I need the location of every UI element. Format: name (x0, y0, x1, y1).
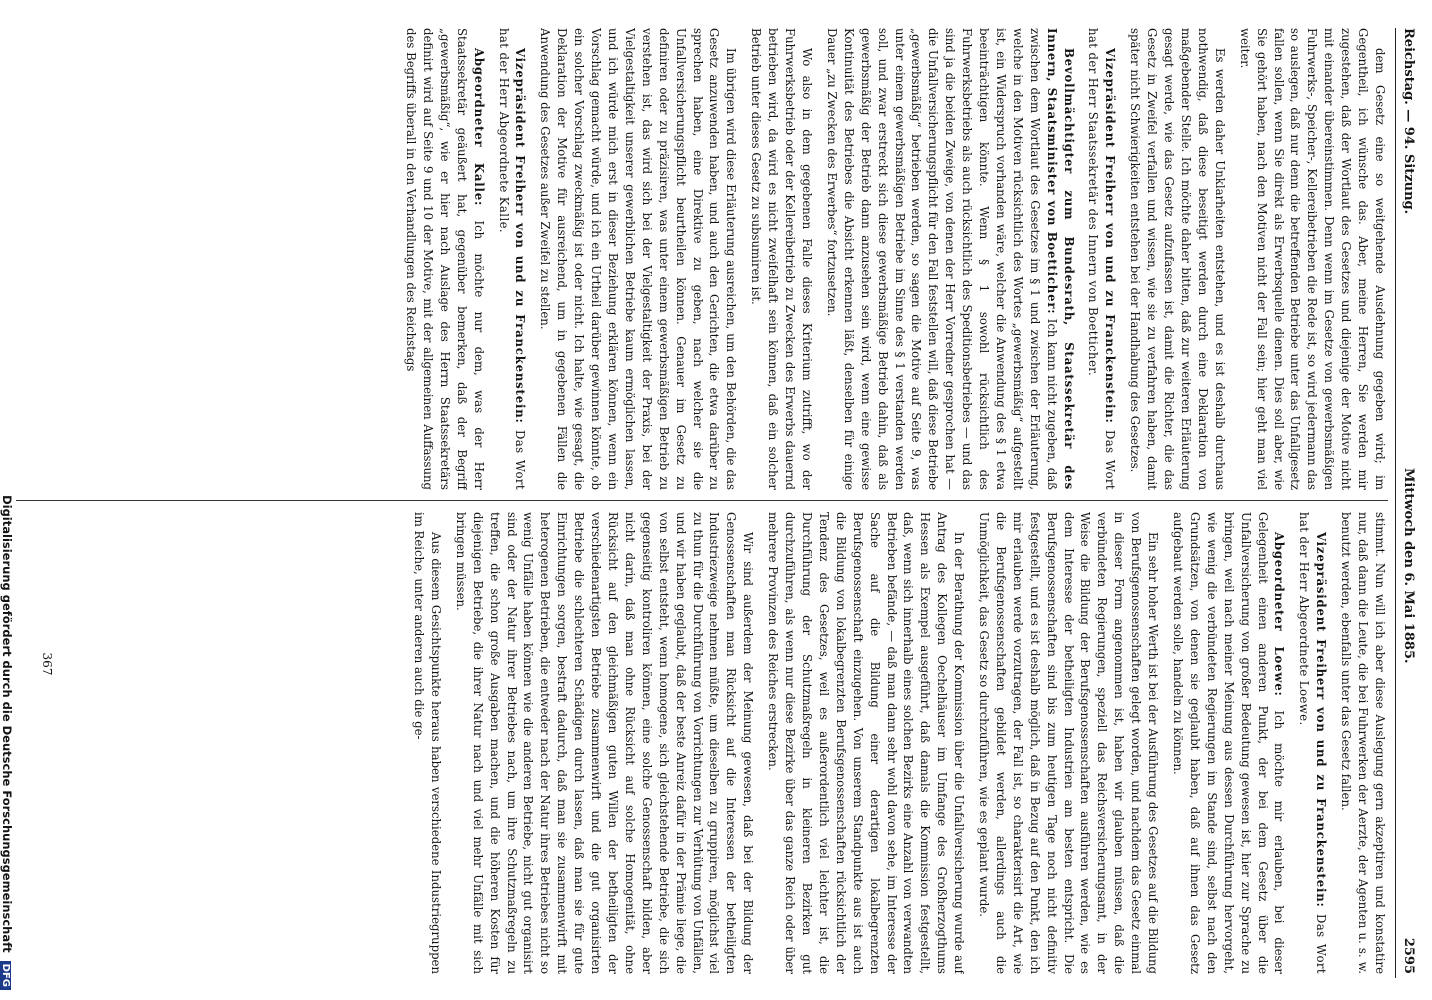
paragraph (452, 512, 756, 974)
paragraph (1337, 512, 1388, 974)
paragraph (537, 28, 740, 490)
speaker-name: Vizepräsident Freiherr von und zu Franckenstein: (1314, 532, 1329, 908)
credit-text: Digitalisierung gefördert durch die Deutsche Forschungsgemeinschaft (0, 495, 14, 953)
paragraph (747, 28, 815, 490)
paragraph (975, 512, 1161, 974)
digitization-credit (1, 130, 14, 990)
running-head (1392, 28, 1428, 978)
paragraph-text: Wir sind außerdem der Meinung gewesen, daß bei der Bildung der Genossenschaften man Rücksicht auf die Interessen der betheiligten Industriezweige nehmen müßte, um dieselben zu gruppiren, möglichst viel zu thun für die Durchführung von Vorrichtungen zur Verhütung von Unfällen, und wir haben geglaubt, daß der beste Anreiz dafür in der Prämie liege, die von selbst entsteht, wenn homogene, sich gleichstehende Betriebe, die sich gegenseitig kontroliren können, eine solche Genossenschaft bilden, aber nicht darin, daß man ohne Rücksicht auf solche Homogenität, ohne Rücksicht auf den gleichmäßigen guten Willen der betheiligten der verschiedenartigsten Betriebe zusammenwirft und die gut organisirten Betriebe die schlechteren Schädigen durch lassen, daß man sie für gute Einrichtungen sorgen, bestraft dadurch, daß man sie zusammenwirft mit heterogenen Betrieben, die entweder nach der Natur ihres Betriebes nicht so wenig Unfälle haben können wie die anderen Betriebe, nicht gut organisirt sind oder der Natur ihrer Betriebes nach, um ihre Schutzmaßregeln zu treffen, die schon große Ausgaben machen, und die höheren Kosten für diejenigen Betriebe, die ihrer Natur nach und viel mehr Unfälle mit sich bringen müssen. (453, 512, 756, 974)
paragraph-text: Ich möchte mir erlauben, bei dieser Gelegenheit einen anderen Punkt, der bei dem Gesetz über die Unfallversicherung von großer Bedeutung gewesen ist, hier zur Sprache zu bringen, weil nach meiner Meinung aus dessen Durchführung hervorgeht, wie wenig die verbündeten Regierungen im Stande sind, selbst nach den Grundsätzen, von denen sie geglaubt haben, daß auf ihnen das Gesetz aufgebaut werden solle, handeln zu können. (1171, 512, 1287, 974)
header-session: Reichstag. — 94. Sitzung. (1401, 28, 1416, 215)
speech-paragraph (1169, 512, 1287, 974)
paragraph-text: Es werden daher Unklarheiten entstehen, und es ist deshalb durchaus nothwendig, daß diese beseitigt werden durch eine Deklaration von maßgebender Stelle. Ich möchte daher bitten, daß zur weiteren Erläuterung gesagt werde, wie das Gesetz aufzufassen ist, damit die Richter, die das Gesetz in Zweifel verfallen und wissen, wie sie zu verfahren haben, damit später nicht Schwierigkeiten entstehen bei der Handhabung des Gesetzes. (1128, 28, 1227, 490)
paragraph-text: In der Berathung der Kommission über die Unfallversicherung wurde auf Antrag des Kollegen Oechelhäuser im Umfange des Großherzogthums Hessen als Exempel ausgeführt, daß damals die Kommission festgestellt, daß, wenn sich innerhalb eines solchen Bezirks eine Anzahl von verwandten Betrieben befände, — daß man dann sehr wohl davon sehe, im Interesse der Sache auf die Bildung einer derartigen lokalbegrenzten Berufsgenossenschaft einzugehen. Von unserem Standpunkte aus ist auch die Bildung von lokalbegrenzten Berufsgenossenschaften rücksichtlich der Tendenz des Gesetzes, weil es außerordentlich viel leichter ist, die Durchführung der Schutzmaßregeln in kleineren Bezirken gut durchzuführen, als wenn nur diese Bezirke über das ganze Reich oder über mehrere Provinzen des Reiches erstrecken. (766, 512, 967, 974)
paragraph (1236, 28, 1388, 490)
paragraph-text: Das Wort hat der Herr Abgeordnete Kalle. (496, 28, 528, 490)
dfg-logo: DFG (0, 961, 11, 990)
speaker-name: Bevollmächtigter zum Bundesrath, Staatssekretär des Innern, Staatsminister von Boetticher: (1044, 28, 1076, 490)
speech-paragraph (823, 28, 1077, 490)
header-page-number: 2595 (1401, 937, 1416, 974)
paragraph (764, 512, 967, 974)
header-date: Mittwoch den 6. Mai 1885. (1401, 468, 1416, 664)
paragraph-text: Das Wort hat der Herr Staatssekretär des Innern von Boetticher. (1086, 28, 1118, 490)
speaker-name: Abgeordneter Kalle: (471, 48, 486, 207)
paragraph (1126, 28, 1227, 490)
header-rule (1395, 28, 1396, 978)
paragraph (410, 512, 444, 974)
paragraph-text: Ich kann nicht zugeben, daß zwischen dem Wortlaut des Gesetzes im § 1 und zwischen der Erläuterung, welche in den Motiven rücksichtlich des Wortes „gewerbsmäßig“ aufgestellt ist, ein Widerspruch vorhanden wäre, welcher die Anwendung des § 1 etwa beeinträchtigen könnte. Wenn § 1 sowohl rücksichtlich des Fuhrwerksbetriebs als auch rücksichtlich des Speditionsbetriebes — und das sind ja die beiden Zweige, von denen der Herr Vorredner gesprochen hat — die Unfallversicherungspflicht für den Fall feststellen will, daß diese Betriebe „gewerbsmäßig“ betrieben werden, so sagen die Motive auf Seite 9, was unter einem gewerbsmäßigen Betriebe im Sinne des § 1 verstanden werden soll, und zwar erstreckt sich diese gewerbsmäßige Betrieb dahin, daß als gewerbsmäßig der Betrieb dann anzusehen sein wird, wenn eine gewisse Kontinuität des Betriebes die Absicht erkennen läßt, denselben für einige Dauer „zu Zwecken des Erwerbes“ fortzusetzen. (824, 28, 1059, 490)
speaker-name: Abgeordneter Loewe: (1272, 532, 1287, 697)
speech-paragraph (402, 28, 487, 490)
paragraph-text: stimmt. Nun will ich aber diese Auslegung gern akzeptiren und konstatire nur, daß dann die Leute, die bei Fuhrwerken der Aerzte, der Agenten u. s. w. benutzt werden, ebenfalls unter das Gesetz fallen. (1339, 512, 1387, 974)
text-column-left (20, 28, 1388, 490)
paragraph-text: dem Gesetz eine so weitgehende Ausdehnung gegeben wird; im Gegentheil, ich wünsche das. Aber, meine Herren, Sie werden mir zugestehen, daß der Wortlaut des Gesetzes und diejenige der Motive nicht mit einander übereinstimmen. Denn wenn im Gesetze von gewerbsmäßigen Fuhrwerks-, Speicher-, Kellereibetrieben die Rede ist, so wird jedermann das so auslegen, daß nur denn die betreffenden Betriebe unter das Unfallgesetz fallen sollen, wenn Sie direkt als Erwerbsquelle dienen. Dies soll aber, wie Sie gehört haben, nach den Motiven nicht der Fall sein; hier geht man viel weiter. (1237, 28, 1387, 490)
speech-paragraph (1085, 28, 1119, 490)
column-divider (16, 500, 1388, 501)
paragraph-text: Aus diesem Gesichtspunkte heraus haben verschiedene Industriegruppen im Reiche, unter anderen auch die ge- (412, 512, 443, 974)
paragraph-text: Ein sehr hoher Werth ist bei der Ausführung des Gesetzes auf die Bildung von Berufsgenossenschaften gelegt worden, und nachdem das Gesetz einmal in dieser Form angenommen ist, haben wir glauben müssen, daß die verbündeten Regierungen, speziell das Reichsversicherungsamt, in der Weise die Bildung der Berufsgenossenschaften ausführen werden, wie es dem Interesse der betheiligten Industrien am besten entspricht. Die Berufsgenossenschaften sind bis zum heutigen Tage noch nicht definitiv festgestellt, und es ist deshalb möglich, daß in Bezug auf den Punkt, den ich mir erlauben werde vorzutragen, der Fall ist, so charakterisirt die Art, wie die Berufsgenossenschaften gebildet werden, allerdings auch die Unmöglichkeit, das Gesetz so durchzuführen, wie es geplant wurde. (977, 512, 1161, 974)
paragraph-text: Wo also in dem gegebenen Falle dieses Kriterium zutrifft, wo der Fuhrwerksbetrieb oder der Kellereibetrieb zu Zwecken des Erwerbs dauernd betrieben wird, da wird es nicht zweifelhaft sein können, daß ein solcher Betrieb unter dieses Gesetz zu subsumiren ist. (749, 28, 814, 490)
paragraph-text: Ich möchte nur dem, was der Herr Staatssekretär geäußert hat, gegenüber bemerken, daß der Begriff „gewerbsmäßig“, wie er hier nach Auslage des Herrn Staatssekretärs definirt wird auf Seite 9 und 10 der Motive, mit der allgemeinen Auffassung des Begriffs überall in den Verhandlungen des Reichstags (404, 28, 486, 490)
paragraph-text: Im übrigen wird diese Erläuterung ausreichen, um den Behörden, die das Gesetz anzuwenden haben, und auch den Gerichten, die etwa darüber zu sprechen haben, eine Direktive zu geben, nach welcher sie die Unfallversicherungspflicht beurtheilen können. Genauer im Gesetz zu definiren oder zu präzisiren, was unter einem gewerbsmäßigen Betrieb zu verstehen ist, das wird sich bei der Vielgestaltigkeit der Praxis, bei der Vielgestaltigkeit unserer gewerblichen Betriebe kaum ermöglichen lassen, und ich würde mich erst in dieser Beziehung erklären können, wenn ein Vorschlag gemacht würde, und ich ein Urtheil darüber gewinnen könnte, ob ein solcher Vorschlag zweckmäßig ist oder nicht. Ich halte, wie gesagt, die Deklaration der Motive für ausreichend, um in gegebenen Fällen die Anwendung des Gesetzes außer Zweifel zu stellen. (538, 28, 739, 490)
speech-paragraph (1295, 512, 1329, 974)
text-column-right (20, 512, 1388, 974)
speaker-name: Vizepräsident Freiherr von und zu Franckenstein: (513, 48, 528, 424)
speech-paragraph (495, 28, 529, 490)
paragraph-text: Das Wort hat der Herr Abgeordnete Loewe. (1297, 512, 1329, 974)
signature-number: 367 (40, 652, 54, 676)
speaker-name: Vizepräsident Freiherr von und zu Franckenstein: (1103, 48, 1118, 424)
